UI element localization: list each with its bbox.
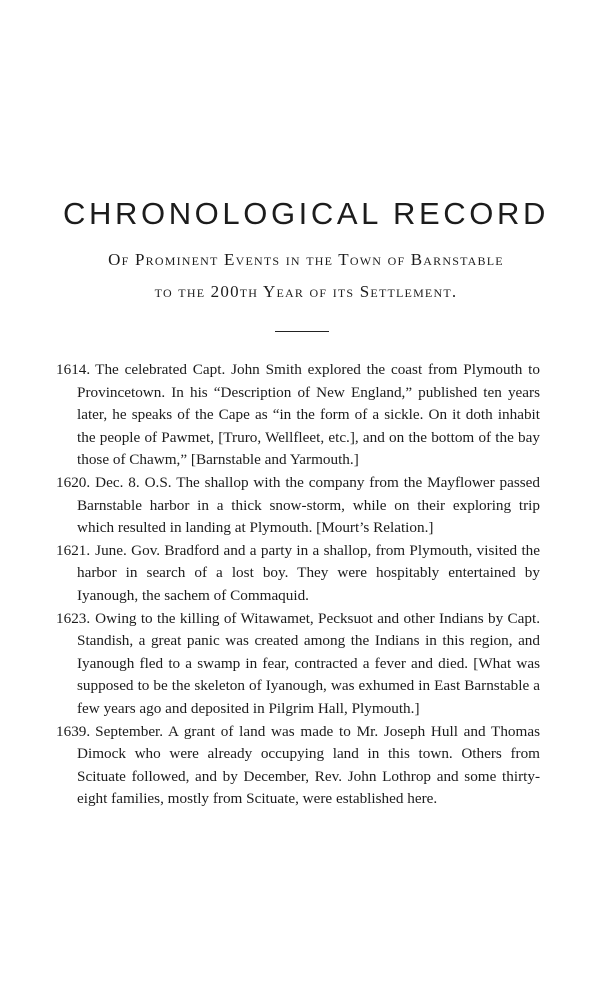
entry-year: 1623.	[56, 609, 91, 627]
entry-text: September. A grant of land was made to Mr. Joseph Hull and Thomas Dimock who were already occupying land in this town. Others from Scituate followed, and by December, Rev. John Lothrop and some thirty-eight families, mostly from Scituate, were established here.	[77, 722, 540, 808]
entry-year: 1639.	[56, 722, 91, 740]
entry-text: Owing to the killing of Witawamet, Pecksuot and other Indians by Capt. Standish, a great panic was created among the Indians in this region, and Iyanough fled to a swamp in fear, contracted a fever and died. [What was supposed to be the skeleton of Iyanough, was exhumed in East Barnstable a few years ago and deposited in Pilgrim Hall, Plymouth.]	[77, 609, 540, 717]
chronology-entry-1614	[56, 359, 540, 472]
page-title: CHRONOLOGICAL RECORD	[63, 196, 549, 231]
chronology-entry-1639	[56, 721, 540, 811]
chronology-entry-1623	[56, 608, 540, 721]
entry-text: The celebrated Capt. John Smith explored the coast from Plymouth to Provincetown. In his “Description of New England,” published ten years later, he speaks of the Cape as “in the form of a sickle. On it doth inhabit the people of Pawmet, [Truro, Wellfleet, etc.], and on the bottom of the bay those of Chawm,” [Barnstable and Yarmouth.]	[77, 361, 540, 469]
chronology-entry-1620	[56, 472, 540, 540]
chronology-entry-1621	[56, 540, 540, 608]
entry-year: 1620.	[56, 473, 91, 491]
section-divider	[275, 331, 329, 332]
entry-year: 1621.	[56, 541, 91, 559]
chronology-list	[56, 359, 540, 811]
entry-year: 1614.	[56, 361, 91, 378]
subtitle-line-2: to the 200th Year of its Settlement.	[154, 282, 458, 301]
subtitle-line-1: Of Prominent Events in the Town of Barnstable	[108, 250, 504, 269]
entry-text: June. Gov. Bradford and a party in a shallop, from Plymouth, visited the harbor in search of a lost boy. They were hospitably entertained by Iyanough, the sachem of Commaquid.	[77, 541, 540, 604]
entry-text: Dec. 8. O.S. The shallop with the company from the Mayflower passed Barnstable harbor in a thick snow-storm, while on their exploring trip which resulted in landing at Plymouth. [Mourt’s Relation.]	[77, 473, 540, 537]
